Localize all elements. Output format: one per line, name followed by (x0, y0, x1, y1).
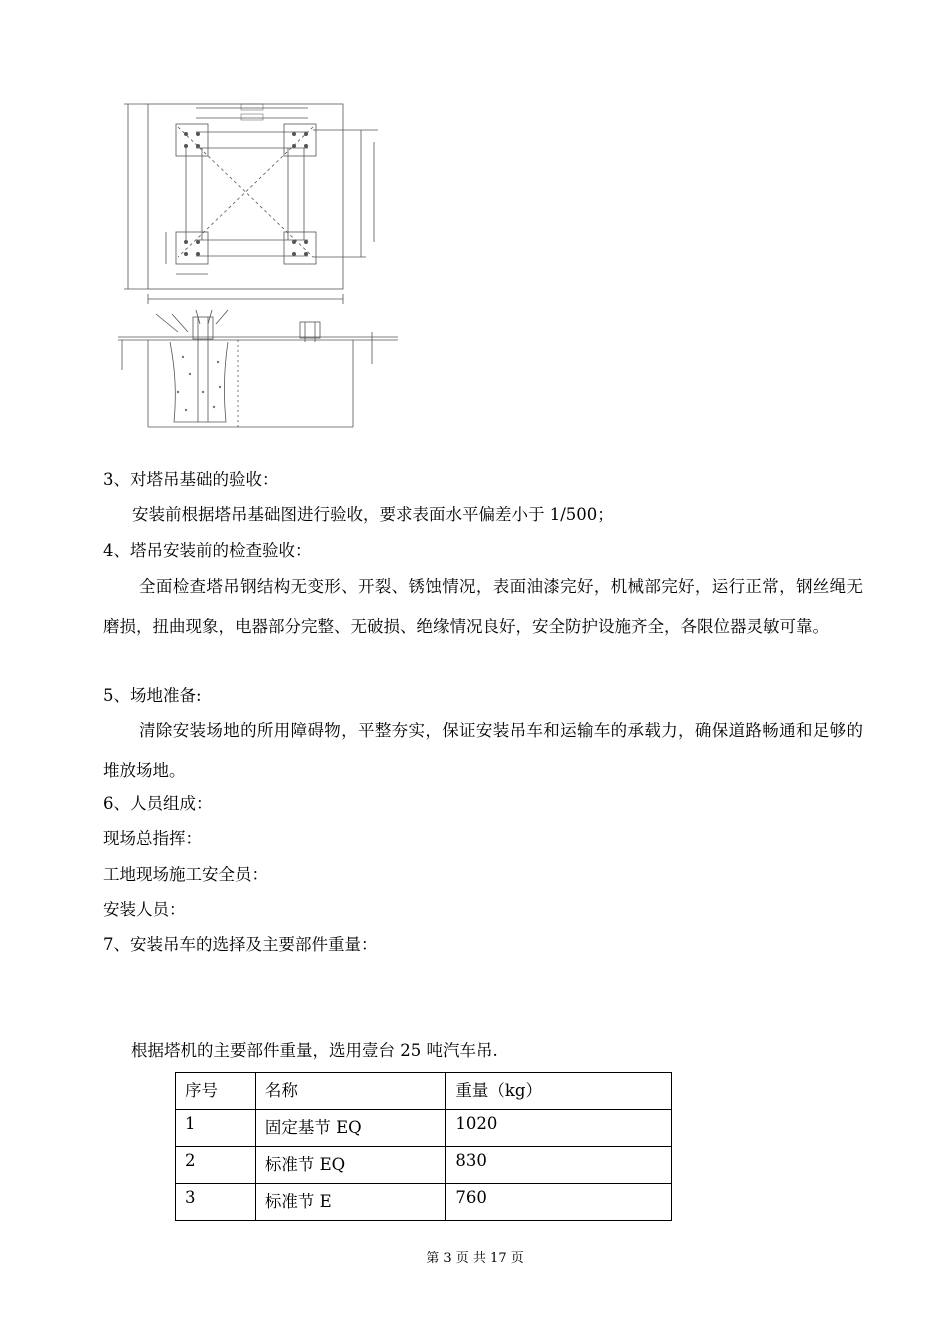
component-weight-table (175, 1072, 672, 1221)
table-row (176, 1110, 672, 1147)
installers-label: 安装人员： (103, 900, 186, 919)
cell-index: 3 (176, 1184, 256, 1221)
section-7-body: 根据塔机的主要部件重量，选用壹台 25 吨汽车吊. (131, 1041, 498, 1060)
cell-index: 2 (176, 1147, 256, 1184)
cell-name: 标准节 EQ (255, 1147, 446, 1184)
cell-weight: 830 (446, 1147, 672, 1184)
section-3-heading: 3、对塔吊基础的验收： (103, 470, 279, 489)
section-5-heading: 5、场地准备: (103, 686, 202, 705)
foundation-drawing (108, 92, 408, 437)
table-row (176, 1147, 672, 1184)
header-weight: 重量（kg） (446, 1073, 672, 1110)
header-name: 名称 (255, 1073, 446, 1110)
cell-weight: 1020 (446, 1110, 672, 1147)
site-commander-label: 现场总指挥： (103, 829, 202, 848)
section-6-heading: 6、人员组成： (103, 794, 213, 813)
cell-weight: 760 (446, 1184, 672, 1221)
safety-officer-label: 工地现场施工安全员： (103, 865, 268, 884)
table-header-row (176, 1073, 672, 1110)
cell-index: 1 (176, 1110, 256, 1147)
section-5-body: 清除安装场地的所用障碍物，平整夯实，保证安装吊车和运输车的承载力，确保道路畅通和足够的堆放场地。 (103, 721, 863, 780)
section-4-body: 全面检查塔吊钢结构无变形、开裂、锈蚀情况，表面油漆完好，机械部完好，运行正常，钢丝绳无磨损，扭曲现象，电器部分完整、无破损、绝缘情况良好，安全防护设施齐全，各限位器灵敏可靠。 (103, 577, 863, 636)
page-footer: 第 3 页 共 17 页 (426, 1251, 524, 1266)
header-index: 序号 (176, 1073, 256, 1110)
foundation-drawing-svg (108, 92, 408, 437)
section-4-heading: 4、塔吊安装前的检查验收： (103, 541, 312, 560)
cell-name: 标准节 E (255, 1184, 446, 1221)
section-3-body: 安装前根据塔吊基础图进行验收，要求表面水平偏差小于 1/500； (132, 505, 614, 524)
table-row (176, 1184, 672, 1221)
section-7-heading: 7、安装吊车的选择及主要部件重量： (103, 935, 378, 954)
cell-name: 固定基节 EQ (255, 1110, 446, 1147)
